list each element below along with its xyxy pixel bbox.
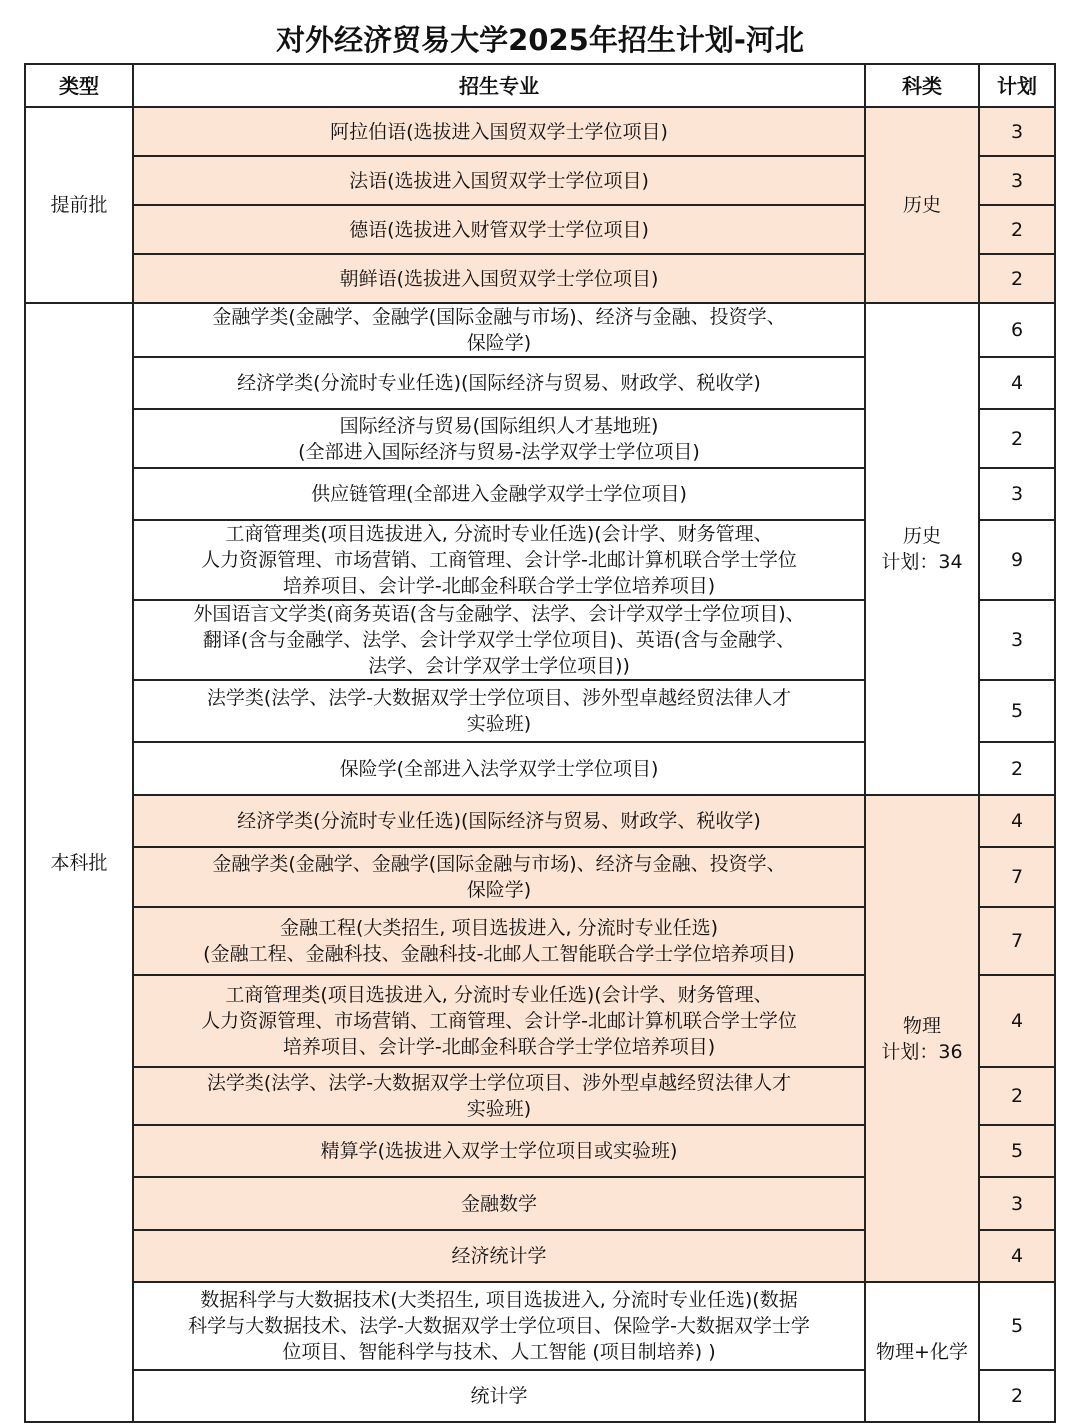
major-cell: 金融学类(金融学、金融学(国际金融与市场)、经济与金融、投资学、 保险学) [133,847,865,907]
plan-cell: 2 [979,1067,1055,1125]
major-cell: 法语(选拔进入国贸双学士学位项目) [133,156,865,205]
batch-undergrad: 本科批 [25,303,133,1422]
header-type: 类型 [25,64,133,107]
major-cell: 法学类(法学、法学-大数据双学士学位项目、涉外型卓越经贸法律人才 实验班) [133,680,865,742]
plan-cell: 4 [979,1230,1055,1282]
table-row [25,107,1055,156]
major-cell: 朝鲜语(选拔进入国贸双学士学位项目) [133,254,865,303]
major-cell: 工商管理类(项目选拔进入, 分流时专业任选)(会计学、财务管理、 人力资源管理、市场营销、工商管理、会计学-北邮计算机联合学士学位 培养项目、会计学-北邮金科联合学士学位培养项目) [133,975,865,1067]
major-cell: 金融数学 [133,1177,865,1230]
subject-history: 历史 [865,107,979,303]
major-cell: 经济学类(分流时专业任选)(国际经济与贸易、财政学、税收学) [133,795,865,847]
major-cell: 精算学(选拔进入双学士学位项目或实验班) [133,1125,865,1177]
header-major: 招生专业 [133,64,865,107]
major-cell: 德语(选拔进入财管双学士学位项目) [133,205,865,254]
plan-cell: 2 [979,742,1055,795]
plan-cell: 3 [979,1177,1055,1230]
batch-early: 提前批 [25,107,133,303]
plan-cell: 2 [979,409,1055,468]
plan-cell: 5 [979,680,1055,742]
major-cell: 阿拉伯语(选拔进入国贸双学士学位项目) [133,107,865,156]
table-row [25,795,1055,847]
plan-cell: 9 [979,520,1055,600]
major-cell: 经济学类(分流时专业任选)(国际经济与贸易、财政学、税收学) [133,357,865,409]
table-row [25,1282,1055,1370]
page-title: 对外经济贸易大学2025年招生计划-河北 [276,23,804,57]
major-cell: 外国语言文学类(商务英语(含与金融学、法学、会计学双学士学位项目)、 翻译(含与金融学、法学、会计学双学士学位项目)、英语(含与金融学、 法学、会计学双学士学位项目)) [133,600,865,680]
major-cell: 金融工程(大类招生, 项目选拔进入, 分流时专业任选) (金融工程、金融科技、金融科技-北邮人工智能联合学士学位培养项目) [133,907,865,975]
plan-cell: 3 [979,156,1055,205]
major-cell: 国际经济与贸易(国际组织人才基地班) (全部进入国际经济与贸易-法学双学士学位项目) [133,409,865,468]
enrollment-plan-table [24,63,1056,1423]
plan-cell: 4 [979,795,1055,847]
plan-cell: 2 [979,205,1055,254]
table-row [25,303,1055,357]
subject-physics-chemistry: 物理+化学 [865,1282,979,1422]
major-cell: 保险学(全部进入法学双学士学位项目) [133,742,865,795]
plan-cell: 7 [979,847,1055,907]
major-cell: 统计学 [133,1370,865,1422]
plan-cell: 3 [979,468,1055,520]
major-cell: 工商管理类(项目选拔进入, 分流时专业任选)(会计学、财务管理、 人力资源管理、市场营销、工商管理、会计学-北邮计算机联合学士学位 培养项目、会计学-北邮金科联合学士学位培养项目) [133,520,865,600]
plan-cell: 5 [979,1282,1055,1370]
major-cell: 金融学类(金融学、金融学(国际金融与市场)、经济与金融、投资学、 保险学) [133,303,865,357]
major-cell: 法学类(法学、法学-大数据双学士学位项目、涉外型卓越经贸法律人才 实验班) [133,1067,865,1125]
plan-cell: 2 [979,254,1055,303]
major-cell: 供应链管理(全部进入金融学双学士学位项目) [133,468,865,520]
plan-cell: 3 [979,107,1055,156]
plan-cell: 4 [979,357,1055,409]
plan-cell: 5 [979,1125,1055,1177]
plan-cell: 3 [979,600,1055,680]
header-row [25,64,1055,107]
plan-cell: 4 [979,975,1055,1067]
plan-cell: 7 [979,907,1055,975]
plan-cell: 2 [979,1370,1055,1422]
subject-history-plan: 历史 计划：34 [865,303,979,795]
major-cell: 数据科学与大数据技术(大类招生, 项目选拔进入, 分流时专业任选)(数据 科学与大数据技术、法学-大数据双学士学位项目、保险学-大数据双学士学 位项目、智能科学与技术、人工智能 (项目制培养) ) [133,1282,865,1370]
plan-cell: 6 [979,303,1055,357]
header-plan: 计划 [979,64,1055,107]
subject-physics-plan: 物理 计划：36 [865,795,979,1282]
header-subject: 科类 [865,64,979,107]
major-cell: 经济统计学 [133,1230,865,1282]
